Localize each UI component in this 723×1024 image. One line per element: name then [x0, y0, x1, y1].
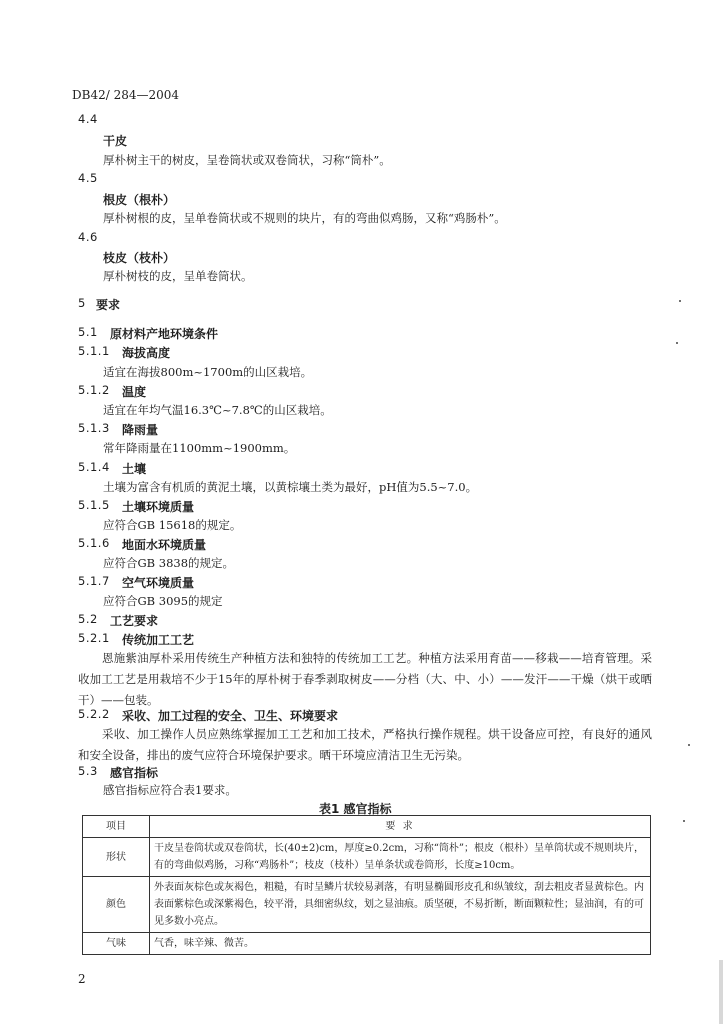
table-header-row	[83, 816, 651, 838]
clause-number: 4.6	[78, 230, 98, 244]
scan-speck	[688, 744, 690, 746]
scan-edge-shadow	[719, 960, 723, 1024]
subsection-text: 应符合GB 15618的规定。	[103, 518, 242, 532]
section-text: 感官指标应符合表1要求。	[103, 783, 237, 797]
subsection-text: 适宜在年均气温16.3℃~7.8℃的山区栽培。	[103, 403, 332, 417]
subsection-title: 采收、加工过程的安全、卫生、环境要求	[122, 709, 339, 723]
subsection-number: 5.1.7	[78, 574, 110, 588]
document-code: DB42/ 284—2004	[72, 88, 180, 102]
table-header-cell: 项目	[83, 816, 150, 838]
subsection-title: 传统加工工艺	[122, 633, 195, 647]
clause-number: 4.5	[78, 171, 98, 185]
subsection-text: 应符合GB 3838的规定。	[103, 556, 235, 570]
subsection-number: 5.1.6	[78, 536, 110, 550]
subsection-number: 5.1.3	[78, 421, 110, 435]
subsection-paragraph: 恩施紫油厚朴采用传统生产种植方法和独特的传统加工工艺。种植方法采用育苗——移栽——培育管理。采收加工工艺是用栽培不少于15年的厚朴树于春季剥取树皮——分档（大、中、小）——发汗——干燥（烘干或晒干）——包装。	[78, 651, 652, 707]
table-cell-item: 形状	[83, 838, 150, 877]
subsection-text: 土壤为富含有机质的黄泥土壤，以黄棕壤土类为最好，pH值为5.5~7.0。	[103, 480, 478, 494]
clause-number: 4.4	[78, 112, 98, 126]
table-cell-requirement: 气香，味辛辣、微苦。	[150, 933, 651, 955]
table-row	[83, 877, 651, 933]
sensory-table	[82, 815, 651, 955]
subsection-text: 常年降雨量在1100mm~1900mm。	[103, 441, 296, 455]
term-definition: 厚朴树根的皮，呈单卷筒状或不规则的块片，有的弯曲似鸡肠，又称“鸡肠朴”。	[103, 211, 506, 225]
table-row	[83, 933, 651, 955]
page-number: 2	[78, 972, 86, 986]
scan-speck	[679, 300, 681, 302]
subsection-number: 5.1.5	[78, 498, 110, 512]
term-title: 枝皮（枝朴）	[103, 251, 176, 265]
subsection-text: 适宜在海拔800m~1700m的山区栽培。	[103, 365, 313, 379]
table-cell-requirement: 外表面灰棕色或灰褐色，粗糙，有时呈鳞片状较易剥落，有明显椭圆形皮孔和纵皱纹，刮去粗皮者显黄棕色。内表面紫棕色或深紫褐色，较平滑，具细密纵纹，划之显油痕。质坚硬，不易折断，断面颗粒性；显油润，有的可见多数小亮点。	[150, 877, 651, 933]
subsection-title: 降雨量	[122, 423, 159, 437]
table-caption: 表1 感官指标	[319, 802, 392, 816]
subsection-text: 应符合GB 3095的规定	[103, 594, 223, 608]
subsection-title: 土壤环境质量	[122, 500, 195, 514]
subsection-number: 5.1.2	[78, 383, 110, 397]
section-number: 5.1	[78, 325, 98, 339]
section-number: 5.2	[78, 612, 98, 626]
section-number: 5	[78, 296, 86, 310]
term-definition: 厚朴树主干的树皮，呈卷筒状或双卷筒状，习称“筒朴”。	[103, 153, 391, 167]
subsection-number: 5.1.1	[78, 344, 110, 358]
subsection-number: 5.1.4	[78, 460, 110, 474]
section-title: 工艺要求	[110, 614, 159, 628]
section-title: 原材料产地环境条件	[110, 327, 219, 341]
subsection-title: 温度	[122, 385, 147, 399]
term-definition: 厚朴树枝的皮，呈单卷筒状。	[103, 269, 253, 283]
term-title: 根皮（根朴）	[103, 193, 176, 207]
subsection-title: 海拔高度	[122, 346, 171, 360]
scan-speck	[683, 820, 685, 822]
section-title: 要求	[96, 298, 121, 312]
subsection-title: 空气环境质量	[122, 576, 195, 590]
table-cell-requirement: 干皮呈卷筒状或双卷筒状，长(40±2)cm，厚度≥0.2cm，习称“筒朴”；根皮（根朴）呈单筒状或不规则块片，有的弯曲似鸡肠，习称“鸡肠朴”；枝皮（枝朴）呈单条状或卷筒形，长度≥10cm。	[150, 838, 651, 877]
term-title: 干皮	[103, 134, 128, 148]
table-cell-item: 气味	[83, 933, 150, 955]
section-number: 5.3	[78, 764, 98, 778]
subsection-title: 土壤	[122, 462, 147, 476]
table-cell-item: 颜色	[83, 877, 150, 933]
subsection-title: 地面水环境质量	[122, 538, 207, 552]
subsection-paragraph: 采收、加工操作人员应熟练掌握加工工艺和加工技术，严格执行操作规程。烘干设备应可控，有良好的通风和安全设备，排出的废气应符合环境保护要求。晒干环境应清洁卫生无污染。	[78, 727, 652, 762]
scan-speck	[676, 342, 678, 344]
subsection-number: 5.2.1	[78, 631, 110, 645]
table-row	[83, 838, 651, 877]
section-title: 感官指标	[110, 766, 159, 780]
table-header-cell: 要 求	[150, 816, 651, 838]
subsection-number: 5.2.2	[78, 707, 110, 721]
